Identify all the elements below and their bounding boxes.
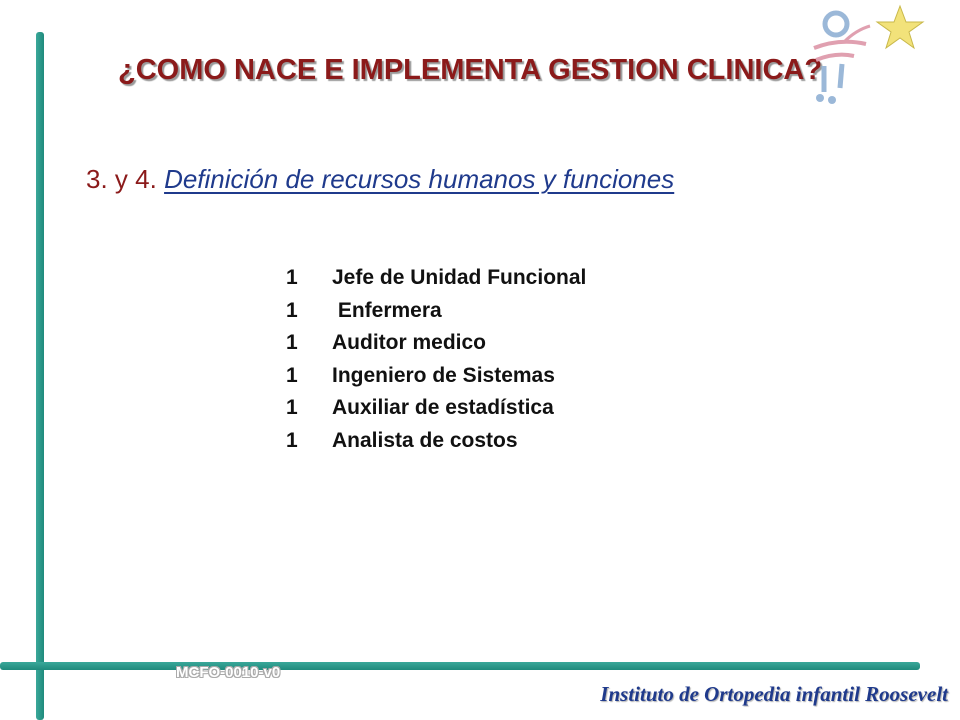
- document-code: MCFO-0010-v0: [176, 664, 281, 681]
- footer-institution: Instituto de Ortopedia infantil Roosevelt: [600, 682, 948, 706]
- role-name: Auditor medico: [332, 331, 487, 355]
- role-name: Analista de costos: [332, 428, 518, 452]
- role-quantity: 1: [286, 266, 298, 289]
- section-subtitle: [86, 164, 674, 195]
- list-item: [286, 392, 586, 425]
- role-quantity: 1: [286, 298, 298, 322]
- bottom-accent-bar: [0, 662, 920, 670]
- role-quantity: 1: [286, 331, 298, 355]
- section-heading-link[interactable]: Definición de recursos humanos y funciones: [164, 164, 675, 194]
- slide-title: ¿COMO NACE E IMPLEMENTA GESTION CLINICA?: [118, 54, 823, 86]
- list-item: [286, 425, 586, 458]
- role-quantity: 1: [286, 396, 298, 420]
- roles-list: [286, 262, 586, 458]
- section-number: 3. y 4.: [86, 164, 157, 194]
- role-name: Enfermera: [332, 298, 442, 322]
- institute-logo-icon: [800, 4, 940, 114]
- role-name: Auxiliar de estadística: [332, 396, 554, 420]
- list-item: [286, 262, 586, 295]
- list-item: [286, 327, 586, 360]
- role-name: Ingeniero de Sistemas: [332, 363, 555, 387]
- list-item: [286, 295, 586, 328]
- role-quantity: 1: [286, 428, 298, 452]
- list-item: [286, 360, 586, 393]
- role-name: Jefe de Unidad Funcional: [332, 266, 587, 289]
- role-quantity: 1: [286, 363, 298, 387]
- left-accent-bar: [36, 32, 44, 720]
